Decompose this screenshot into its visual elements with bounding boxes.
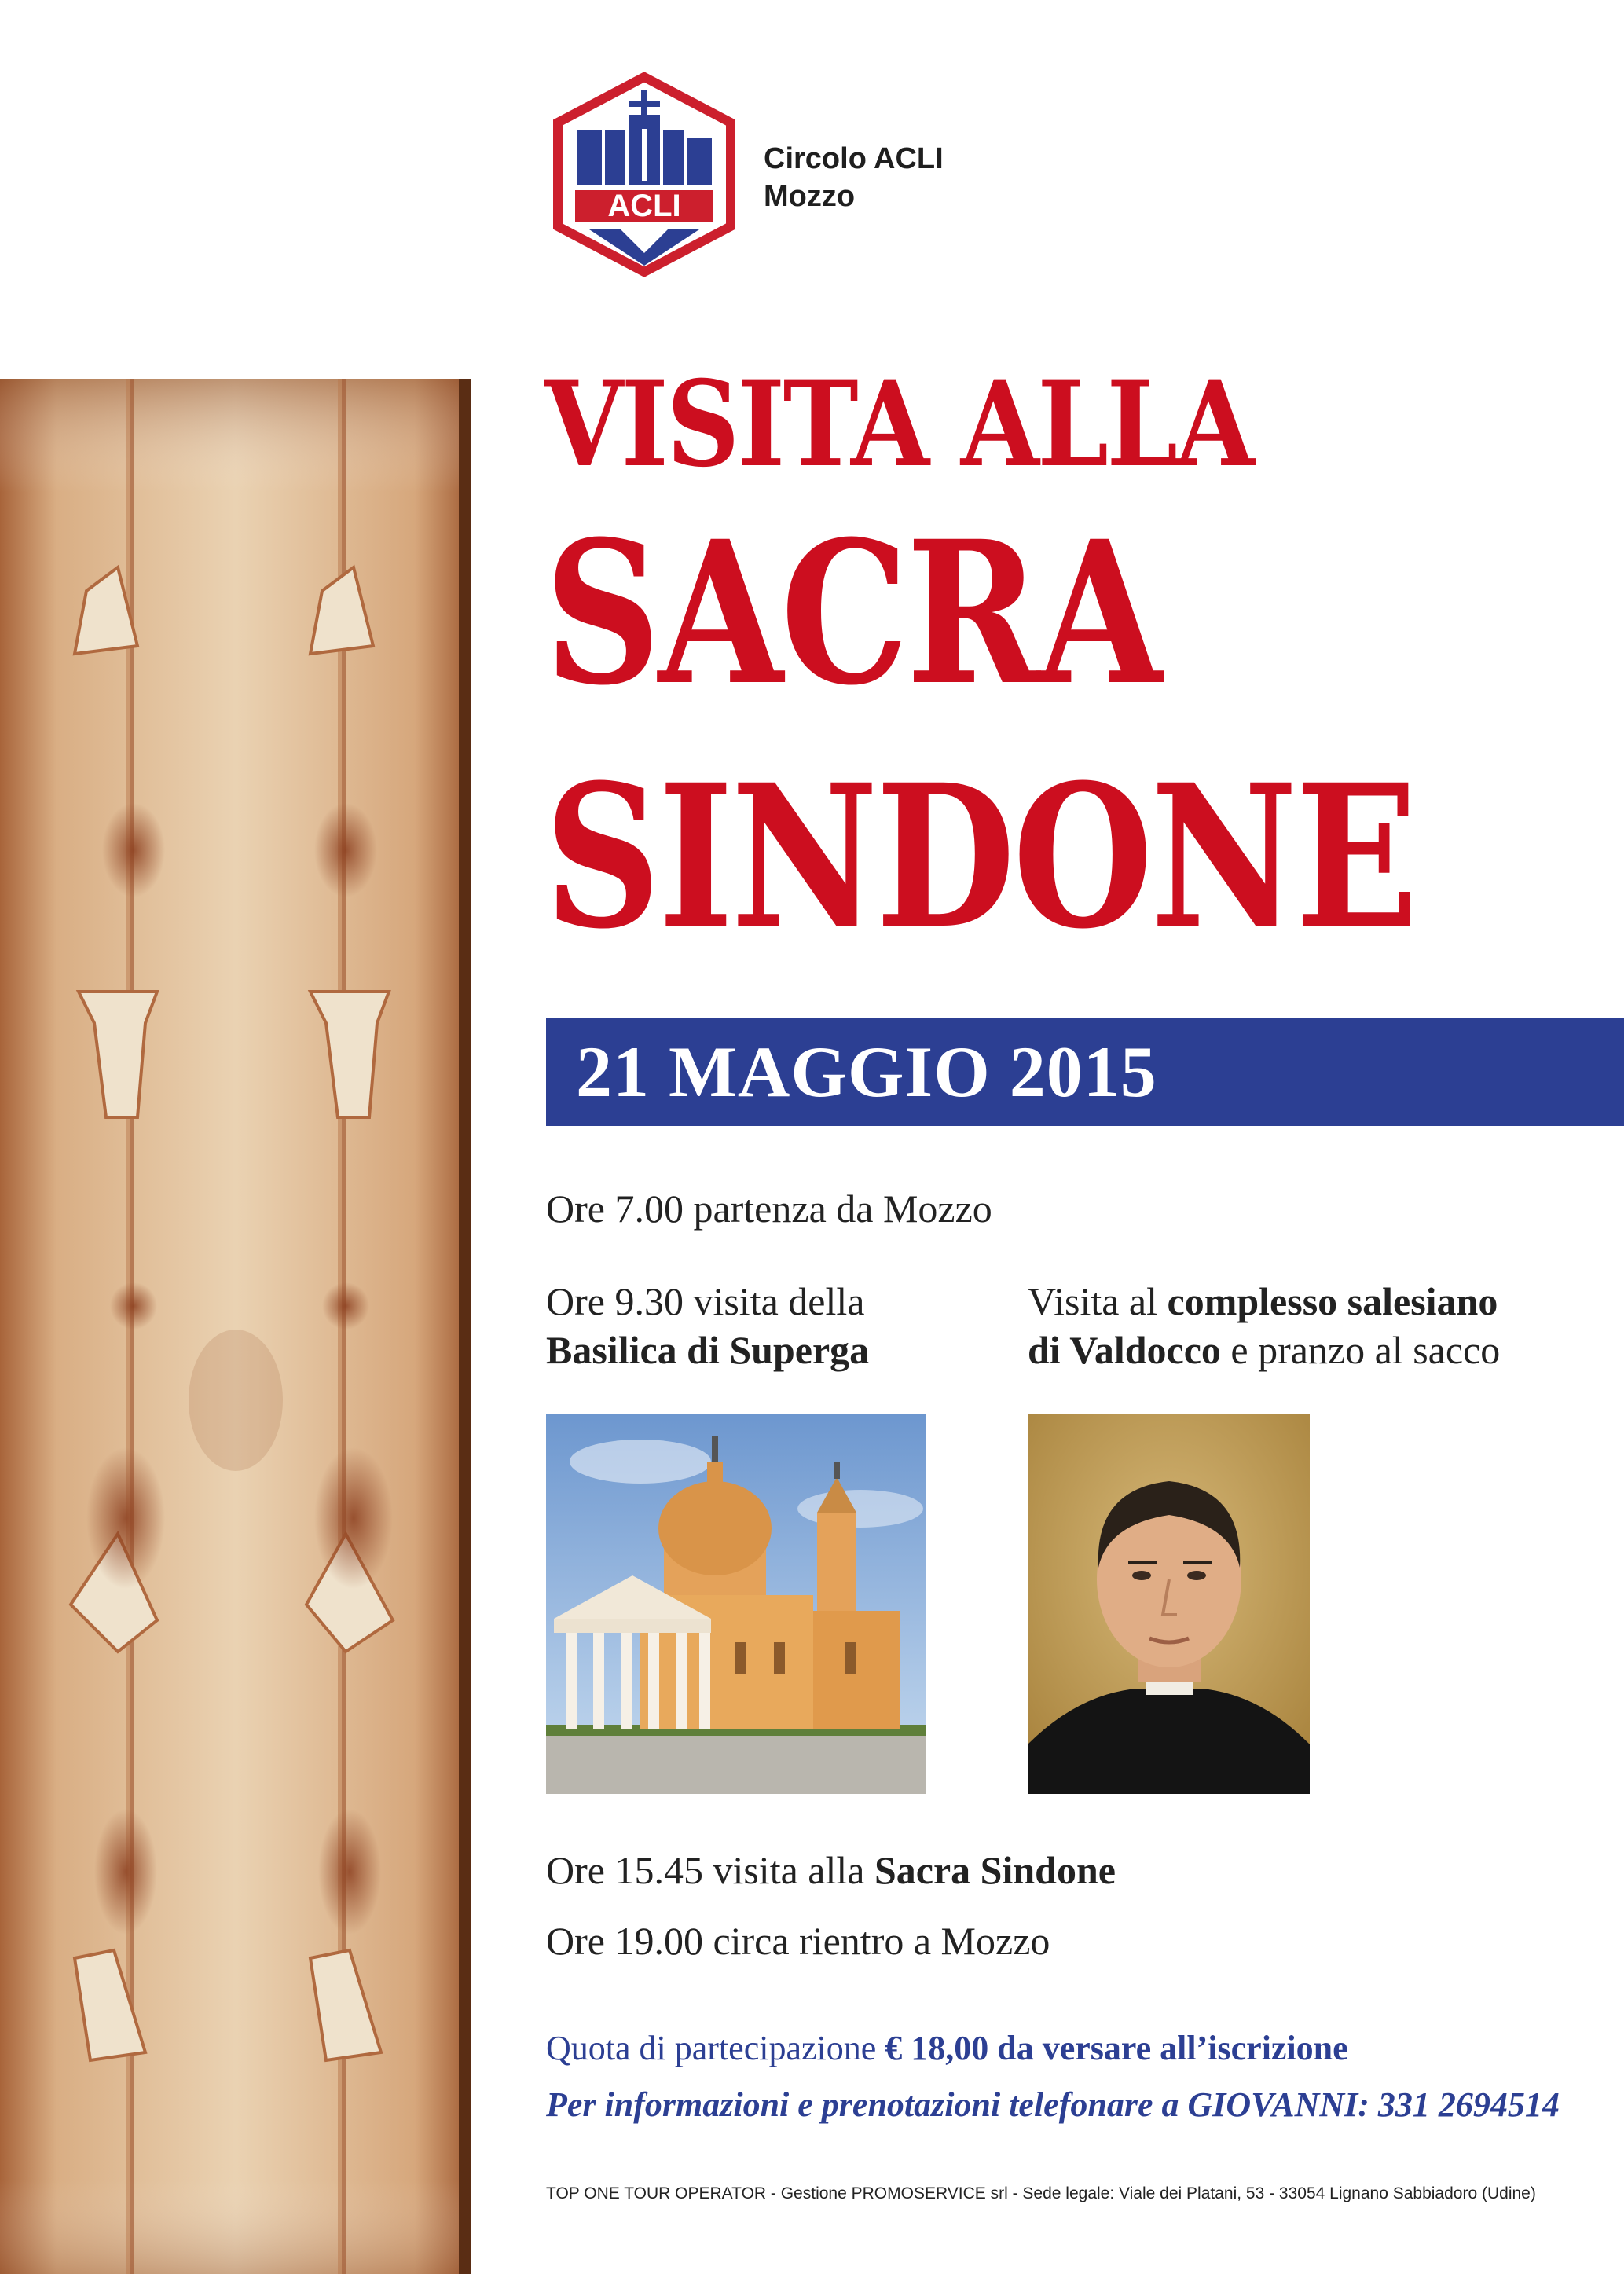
contact-line: Per informazioni e prenotazioni telefonare a GIOVANNI: 331 2694514 (546, 2085, 1560, 2124)
superga-bold: Basilica di Superga (546, 1328, 870, 1372)
pricing-prefix: Quota di partecipazione (546, 2029, 885, 2067)
sindone-prefix: Ore 15.45 visita alla (546, 1848, 874, 1892)
schedule-valdocco-line2 (1028, 1326, 1500, 1374)
schedule-departure: Ore 7.00 partenza da Mozzo (546, 1187, 992, 1231)
pricing-line (546, 2027, 1348, 2070)
valdocco-prefix: Visita al (1028, 1279, 1168, 1323)
logo-caption (764, 140, 944, 215)
sindone-bold: Sacra Sindone (874, 1848, 1116, 1892)
schedule-superga-line1: Ore 9.30 visita della (546, 1279, 865, 1323)
title-line-3: SINDONE (544, 741, 1416, 972)
schedule-return: Ore 19.00 circa rientro a Mozzo (546, 1919, 1050, 1963)
schedule-superga-line2 (546, 1326, 869, 1374)
acli-logo (542, 72, 746, 277)
schedule-sindone (546, 1847, 1116, 1894)
schedule-valdocco-line1 (1028, 1278, 1498, 1325)
shroud-image (0, 379, 471, 2274)
title-line-1: VISITA ALLA (544, 355, 1253, 493)
logo-line1: Circolo ACLI (764, 142, 944, 175)
valdocco-bold2: di Valdocco (1028, 1328, 1221, 1372)
pricing-amount: € 18,00 da versare all’iscrizione (885, 2029, 1348, 2067)
event-date: 21 MAGGIO 2015 (576, 1032, 1157, 1112)
title-line-2: SACRA (544, 497, 1160, 728)
basilica-superga-photo (546, 1414, 926, 1794)
don-bosco-portrait (1028, 1414, 1310, 1794)
logo-line2: Mozzo (764, 180, 856, 213)
date-banner (546, 1018, 1624, 1126)
logo-acronym: ACLI (607, 189, 681, 223)
valdocco-suffix: e pranzo al sacco (1220, 1328, 1501, 1372)
footer-organizer: TOP ONE TOUR OPERATOR - Gestione PROMOSERVICE srl - Sede legale: Viale dei Platani, 53 - 33054 Lignano Sabbiadoro (Udine) (546, 2184, 1536, 2202)
valdocco-bold1: complesso salesiano (1167, 1279, 1498, 1323)
